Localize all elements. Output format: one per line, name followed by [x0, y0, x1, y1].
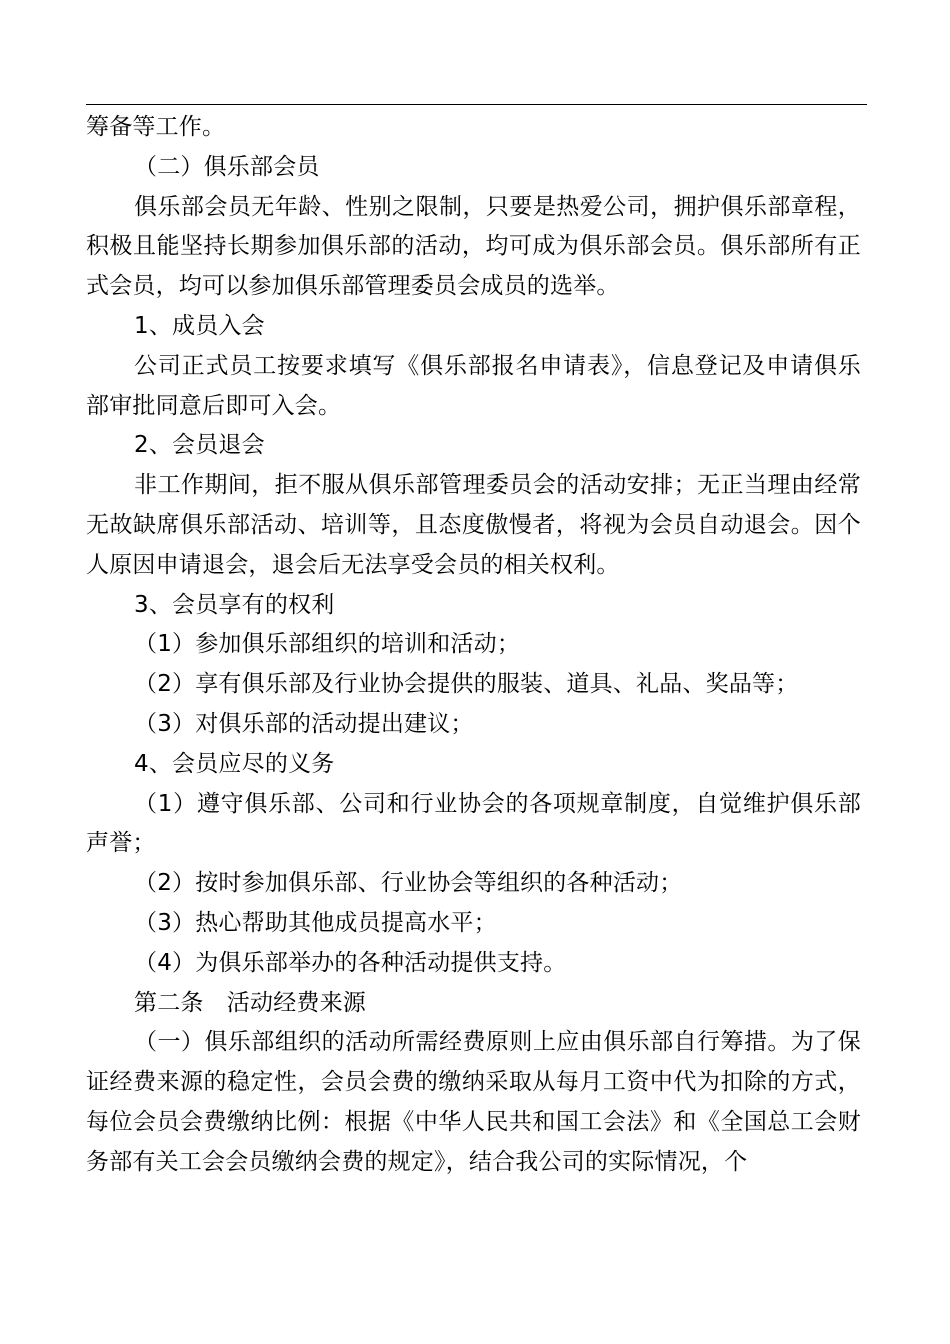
paragraph-funding: （一）俱乐部组织的活动所需经费原则上应由俱乐部自行筹措。为了保证经费来源的稳定性，会员会费的缴纳采取从每月工资中代为扣除的方式，每位会员会费缴纳比例：根据《中华人民共和国工会法》和《全国总工会财务部有关工会会员缴纳会费的规定》，结合我公司的实际情况，个 — [86, 1029, 861, 1175]
list-item-rights-3: （3）对俱乐部的活动提出建议； — [134, 710, 474, 737]
list-item-duties-4: （4）为俱乐部举办的各种活动提供支持。 — [134, 949, 567, 976]
subheading-join: 1、成员入会 — [134, 312, 265, 339]
list-item-rights-1: （1）参加俱乐部组织的培训和活动； — [134, 631, 521, 658]
list-item-duties-3: （3）热心帮助其他成员提高水平； — [134, 909, 497, 936]
subheading-duties: 4、会员应尽的义务 — [134, 750, 335, 777]
subheading-rights: 3、会员享有的权利 — [134, 591, 335, 618]
header-rule — [86, 104, 867, 105]
article-heading-funding: 第二条 活动经费来源 — [134, 989, 366, 1016]
paragraph-join: 公司正式员工按要求填写《俱乐部报名申请表》，信息登记及申请俱乐部审批同意后即可入会。 — [86, 352, 861, 419]
section-heading-members: （二）俱乐部会员 — [134, 153, 320, 180]
subheading-quit: 2、会员退会 — [134, 432, 265, 459]
paragraph-continuation: 筹备等工作。 — [86, 114, 226, 140]
list-item-duties-2: （2）按时参加俱乐部、行业协会等组织的各种活动； — [134, 870, 683, 897]
list-item-rights-2: （2）享有俱乐部及行业协会提供的服装、道具、礼品、奖品等； — [134, 671, 799, 698]
paragraph-quit: 非工作期间，拒不服从俱乐部管理委员会的活动安排；无正当理由经常无故缺席俱乐部活动、培训等，且态度傲慢者，将视为会员自动退会。因个人原因申请退会，退会后无法享受会员的相关权利。 — [86, 472, 861, 578]
document-body — [86, 108, 861, 1183]
paragraph-members: 俱乐部会员无年龄、性别之限制，只要是热爱公司，拥护俱乐部章程，积极且能坚持长期参加俱乐部的活动，均可成为俱乐部会员。俱乐部所有正式会员，均可以参加俱乐部管理委员会成员的选举。 — [86, 193, 861, 300]
list-item-duties-1: （1）遵守俱乐部、公司和行业协会的各项规章制度，自觉维护俱乐部声誉； — [86, 790, 861, 857]
